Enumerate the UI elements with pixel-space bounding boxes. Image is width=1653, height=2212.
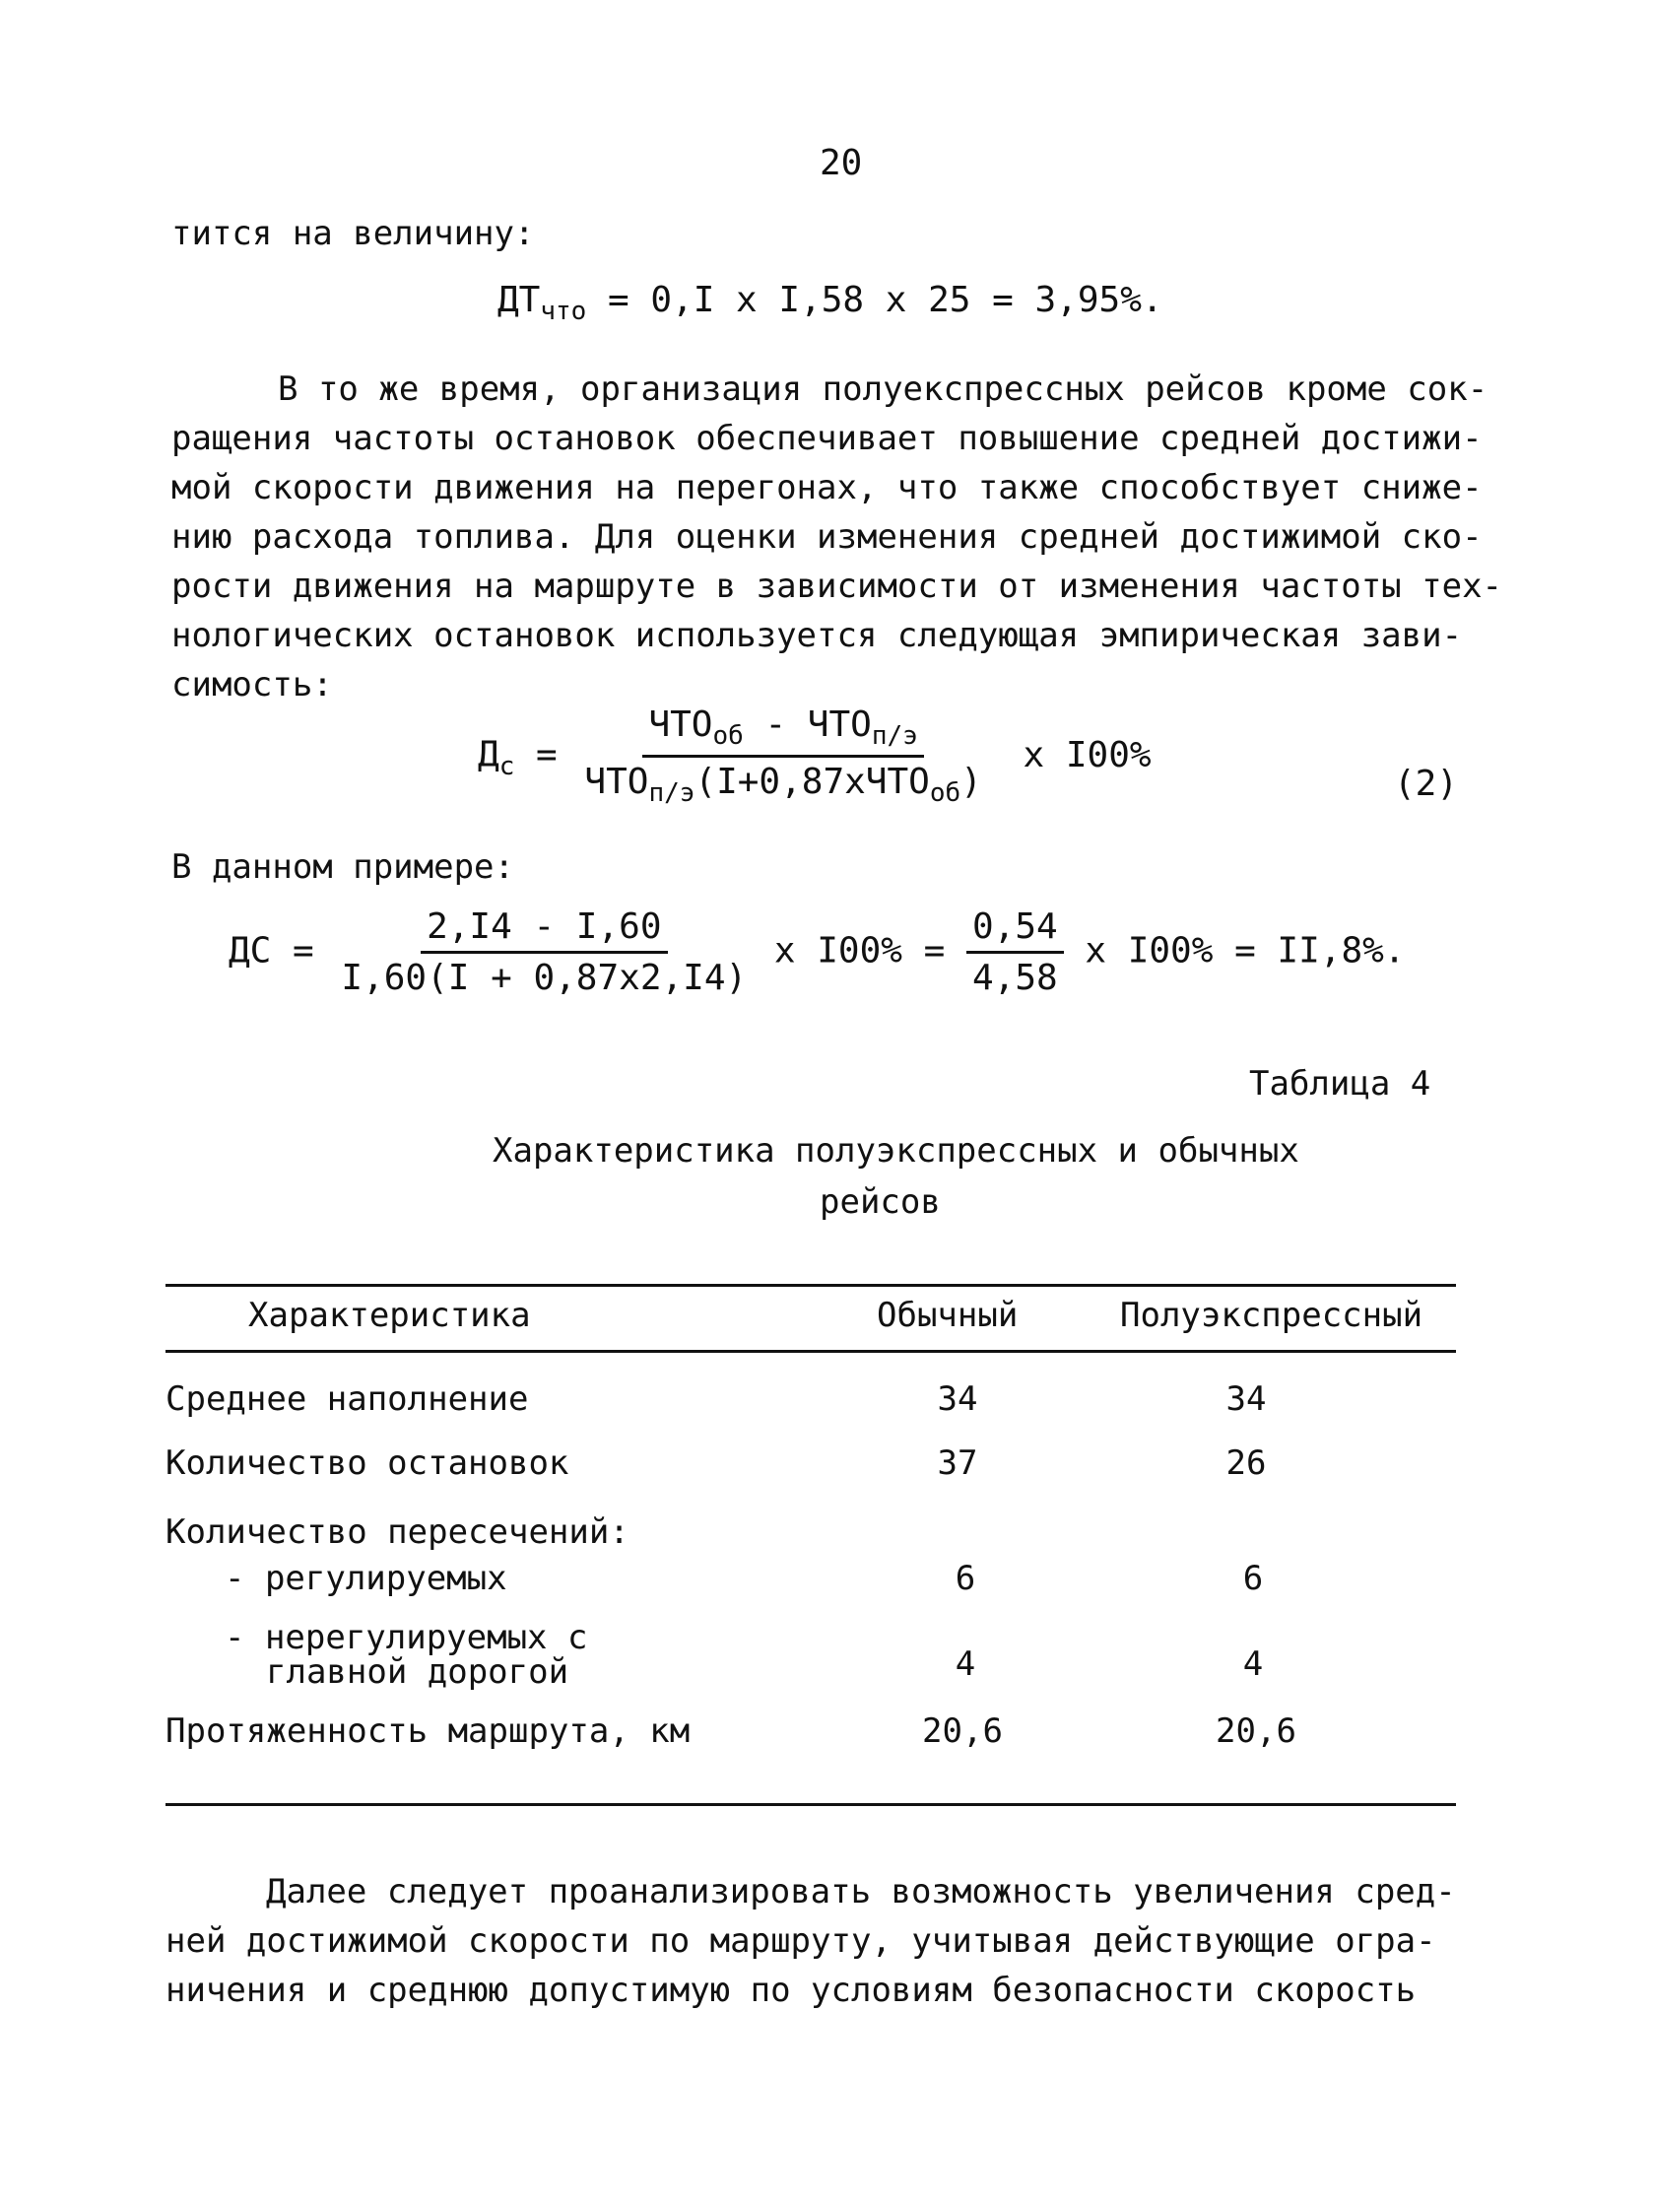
formula-2-num-a: ЧТО: [648, 704, 713, 745]
formula-1-rhs: = 0,I x I,58 x 25 = 3,95%.: [608, 280, 1163, 320]
page-number: 20: [820, 143, 863, 183]
table-row-2-semi: 26: [1225, 1443, 1267, 1483]
paragraph-1-line-5: рости движения на маршруте в зависимости от изменения частоты тех-: [171, 567, 1503, 606]
formula-3-denominator-1: I,60(I + 0,87x2,I4): [341, 958, 748, 998]
table-top-rule: [165, 1284, 1456, 1287]
formula-3: [229, 906, 1405, 998]
table-row-2-regular: 37: [937, 1443, 978, 1483]
table-row-4-semi: 6: [1242, 1559, 1264, 1598]
formula-2-lhs: Д: [478, 734, 499, 775]
formula-2-eq: =: [536, 734, 558, 775]
formula-2-number: (2): [1394, 764, 1459, 804]
formula-1-lhs: ДТ: [497, 280, 541, 320]
paragraph-1-line-7: симость:: [171, 665, 333, 704]
paragraph-top: тится на величину:: [171, 214, 535, 253]
formula-3-fraction-1: [335, 906, 753, 998]
table-row-6-semi: 4: [1242, 1644, 1264, 1684]
formula-2-fraction: [578, 704, 987, 808]
paragraph-2-line-3: ничения и среднюю допустимую по условиям безопасности скорость: [165, 1971, 1417, 2010]
table-row-2-name: Количество остановок: [165, 1443, 569, 1483]
formula-3-tail: x I00% = II,8%.: [1085, 930, 1406, 972]
table-row-7-name: Протяженность маршрута, км: [165, 1711, 691, 1751]
formula-3-numerator-1: 2,I4 - I,60: [421, 906, 667, 954]
formula-1-lhs-sub: что: [540, 297, 587, 327]
paragraph-1-line-4: нию расхода топлива. Для оценки изменения средней достижимой ско-: [171, 517, 1483, 557]
table-row-1-regular: 34: [937, 1379, 978, 1419]
table-header-rule: [165, 1350, 1456, 1353]
formula-3-denominator-2: 4,58: [971, 958, 1058, 998]
formula-2-num-sub-a: об: [712, 721, 744, 752]
table-row-3-name: Количество пересечений:: [165, 1512, 629, 1552]
table-row-7-regular: 20,6: [922, 1711, 1003, 1751]
table-row-6-name: главной дорогой: [266, 1652, 569, 1692]
table-row-6-regular: 4: [955, 1644, 976, 1684]
table-header-name: Характеристика: [248, 1296, 531, 1335]
table-title-line-2: рейсов: [820, 1182, 941, 1222]
paragraph-1-line-3: мой скорости движения на перегонах, что также способствует сниже-: [171, 468, 1483, 507]
example-label: В данном примере:: [171, 847, 514, 887]
table-row-1-semi: 34: [1225, 1379, 1267, 1419]
formula-2-lhs-sub: с: [498, 751, 515, 781]
formula-3-lhs: ДС =: [229, 930, 314, 972]
table-row-4-regular: 6: [955, 1559, 976, 1598]
formula-2-den-a: ЧТО: [584, 762, 649, 803]
table-bottom-rule: [165, 1803, 1456, 1806]
paragraph-2-line-1: Далее следует проанализировать возможность увеличения сред-: [266, 1872, 1456, 1911]
paragraph-1-line-2: ращения частоты остановок обеспечивает повышение средней достижи-: [171, 419, 1483, 458]
formula-1: [497, 276, 1163, 336]
table-row-5-name: - нерегулируемых с: [225, 1618, 588, 1657]
formula-3-mid: x I00% =: [773, 930, 946, 972]
formula-2-denominator: [578, 758, 987, 808]
formula-3-fraction-2: [966, 906, 1064, 998]
paragraph-2-line-2: ней достижимой скорости по маршруту, учитывая действующие огра-: [165, 1921, 1436, 1961]
formula-2-den-c: ): [960, 762, 982, 803]
table-row-1-name: Среднее наполнение: [165, 1379, 529, 1419]
formula-2: [478, 704, 1152, 808]
table-title-line-1: Характеристика полуэкспрессных и обычных: [493, 1131, 1299, 1171]
formula-2-num-b: - ЧТО: [743, 704, 872, 745]
paragraph-1-line-6: нологических остановок используется следующая эмпирическая зави-: [171, 616, 1463, 655]
table-header-regular: Обычный: [877, 1296, 1019, 1335]
formula-2-den-sub-a: п/э: [648, 778, 695, 809]
table-header-semi: Полуэкспрессный: [1120, 1296, 1423, 1335]
formula-2-tail: x I00%: [1023, 734, 1152, 775]
table-label: Таблица 4: [1249, 1064, 1431, 1104]
table-row-7-semi: 20,6: [1216, 1711, 1296, 1751]
formula-2-num-sub-b: п/э: [871, 721, 918, 752]
table-row-4-name: - регулируемых: [225, 1559, 507, 1598]
paragraph-1-line-1: В то же время, организация полуекспрессных рейсов кроме сок-: [278, 369, 1488, 409]
formula-2-numerator: [642, 704, 923, 758]
formula-3-numerator-2: 0,54: [966, 906, 1064, 954]
formula-2-den-b: (I+0,87xЧТО: [694, 762, 930, 803]
formula-2-den-sub-b: об: [929, 778, 961, 809]
